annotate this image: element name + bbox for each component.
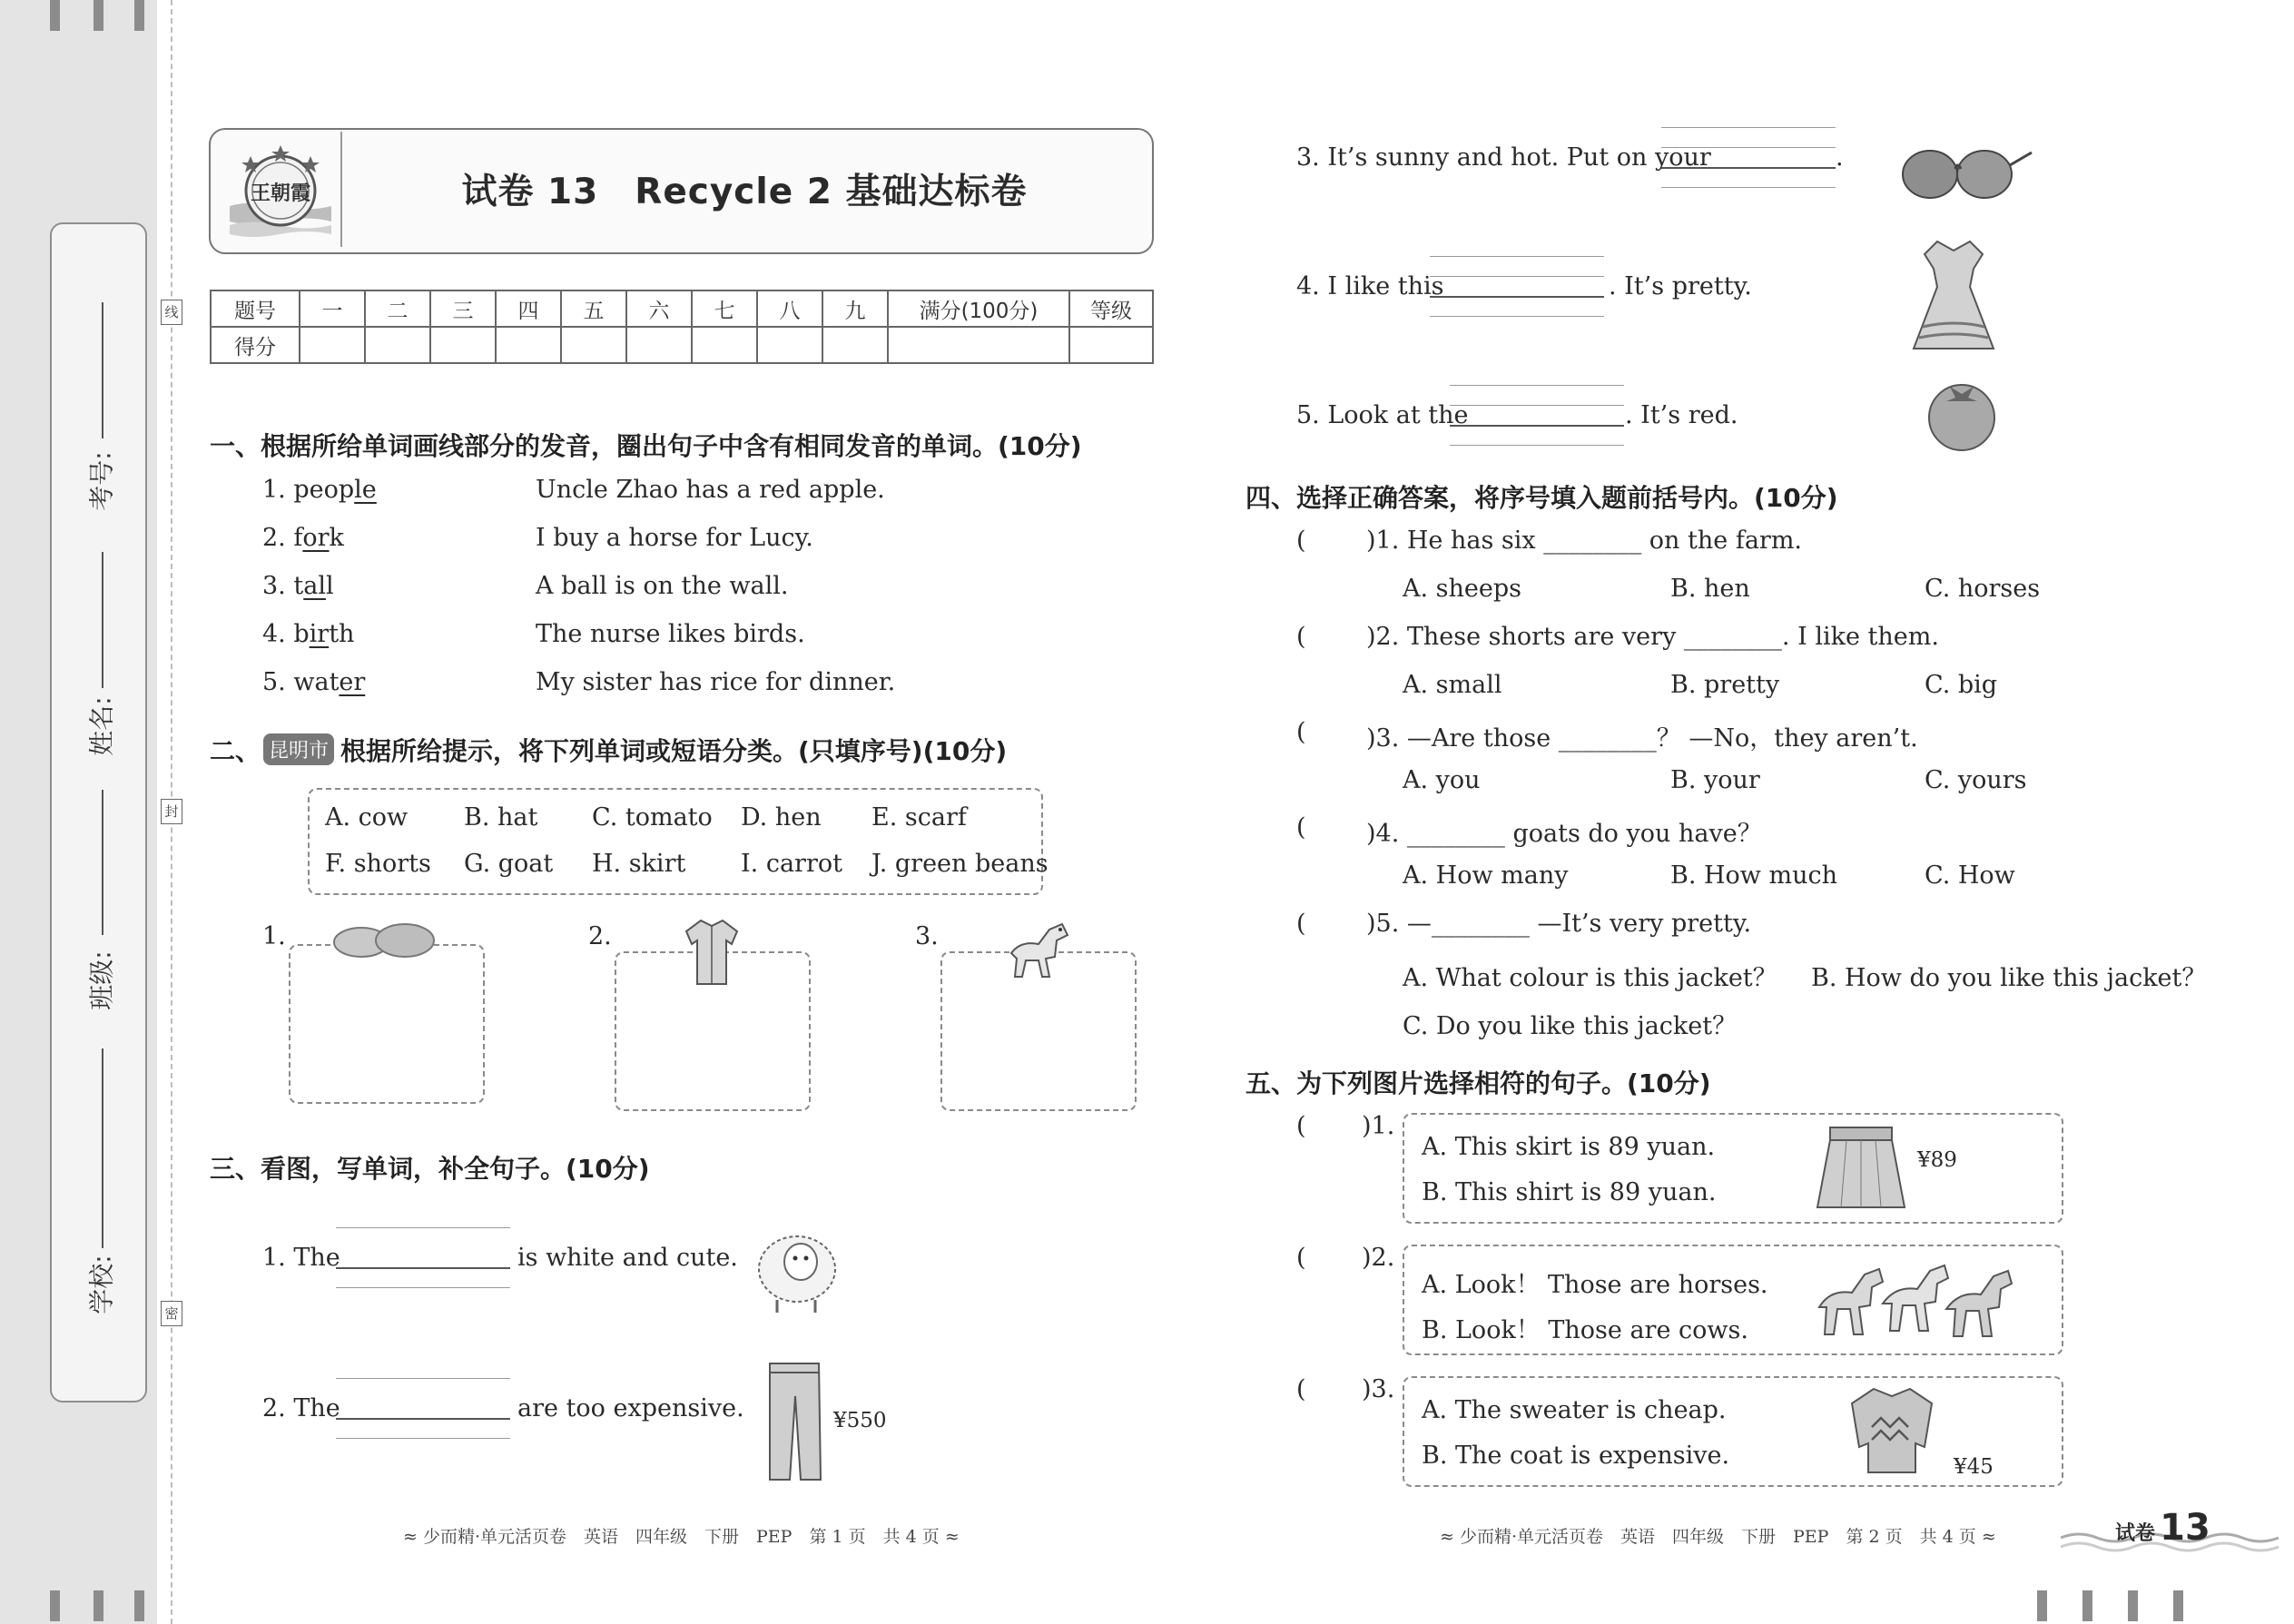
s3-3-before: 3. It’s sunny and hot. Put on your bbox=[1296, 143, 1711, 172]
handwriting-guide bbox=[1450, 405, 1624, 406]
handwriting-guide bbox=[1430, 276, 1604, 277]
score-cell: 得分 bbox=[211, 327, 300, 363]
section5-title: 五、为下列图片选择相符的句子。(10分) bbox=[1245, 1068, 1711, 1098]
s5-q3-num: )3. bbox=[1362, 1375, 1395, 1403]
score-cell: 一 bbox=[300, 290, 365, 327]
score-input[interactable] bbox=[430, 327, 496, 363]
s3-4-after: . It’s pretty. bbox=[1609, 272, 1752, 300]
s4-q4-option-a[interactable]: A. How many bbox=[1403, 861, 1569, 890]
s4-q2-option-c[interactable]: C. big bbox=[1925, 671, 1998, 699]
score-value-row bbox=[211, 327, 1153, 363]
horse-icon bbox=[1002, 917, 1073, 982]
tomato-icon bbox=[1923, 374, 2001, 452]
category-box-vegetables[interactable] bbox=[289, 944, 485, 1104]
binding-notch bbox=[2082, 1590, 2092, 1621]
word-option: B. hat bbox=[464, 803, 538, 832]
s5-q2-option-b[interactable]: B. Look！ Those are cows. bbox=[1422, 1316, 1748, 1344]
s3-1-after: is white and cute. bbox=[517, 1244, 738, 1272]
answer-paren[interactable]: ( bbox=[1296, 1244, 1306, 1272]
answer-blank[interactable] bbox=[336, 1418, 510, 1420]
category-label-3: 3. bbox=[915, 922, 939, 950]
score-cell: 等级 bbox=[1069, 290, 1153, 327]
s4-q5-option-a[interactable]: A. What colour is this jacket？ bbox=[1403, 964, 1777, 992]
s5-q2-option-a[interactable]: A. Look！ Those are horses. bbox=[1422, 1271, 1768, 1299]
word-option: J. green beans bbox=[871, 850, 1049, 878]
s1-word-5: 5. water bbox=[262, 668, 366, 696]
s4-q3-option-b[interactable]: B. your bbox=[1670, 766, 1760, 794]
s1-sentence-5[interactable]: My sister has rice for dinner. bbox=[536, 668, 896, 696]
s1-sentence-1[interactable]: Uncle Zhao has a red apple. bbox=[536, 476, 885, 504]
word-option: D. hen bbox=[741, 803, 822, 832]
answer-paren[interactable]: ( bbox=[1296, 718, 1306, 746]
score-cell: 满分(100分) bbox=[888, 290, 1069, 327]
s1-word-1: 1. people bbox=[262, 476, 377, 504]
footer-left: ≈ 少而精·单元活页卷 英语 四年级 下册 PEP 第 1 页 共 4 页 ≈ bbox=[403, 1527, 960, 1547]
s4-q4-option-c[interactable]: C. How bbox=[1925, 861, 2015, 890]
s4-q1-option-c[interactable]: C. horses bbox=[1925, 575, 2041, 603]
s4-q2-option-b[interactable]: B. pretty bbox=[1670, 671, 1780, 699]
horses-icon bbox=[1810, 1253, 2023, 1345]
score-input[interactable] bbox=[888, 327, 1069, 363]
trousers-icon bbox=[763, 1360, 826, 1485]
score-input[interactable] bbox=[561, 327, 626, 363]
s4-q2-stem: )2. These shorts are very ________. I like them. bbox=[1366, 623, 1939, 651]
score-cell: 三 bbox=[430, 290, 496, 327]
score-cell: 题号 bbox=[211, 290, 300, 327]
score-input[interactable] bbox=[300, 327, 365, 363]
answer-blank[interactable] bbox=[1661, 167, 1836, 169]
title-divider bbox=[340, 132, 342, 247]
page-number: 13 bbox=[2160, 1507, 2210, 1549]
word-option: C. tomato bbox=[592, 803, 713, 832]
handwriting-guide bbox=[1450, 445, 1624, 446]
score-cell: 二 bbox=[365, 290, 430, 327]
s1-word-4: 4. birth bbox=[262, 620, 355, 648]
s4-q5-option-c[interactable]: C. Do you like this jacket？ bbox=[1403, 1012, 1738, 1040]
answer-blank[interactable] bbox=[1430, 296, 1604, 298]
handwriting-guide bbox=[1430, 316, 1604, 317]
score-table bbox=[210, 290, 1154, 364]
score-input[interactable] bbox=[1069, 327, 1153, 363]
name-label: 姓名: bbox=[86, 696, 117, 756]
sheep-icon bbox=[750, 1216, 841, 1316]
answer-paren[interactable]: ( bbox=[1296, 910, 1306, 938]
s1-sentence-4[interactable]: The nurse likes birds. bbox=[536, 620, 805, 648]
category-label-1: 1. bbox=[262, 922, 286, 950]
publisher-logo bbox=[225, 138, 336, 242]
score-input[interactable] bbox=[692, 327, 757, 363]
binding-notch bbox=[2173, 1590, 2183, 1621]
s1-word-3: 3. tall bbox=[262, 572, 334, 600]
handwriting-guide bbox=[336, 1287, 510, 1288]
s3-5-after: . It’s red. bbox=[1625, 401, 1738, 429]
word-option: A. cow bbox=[325, 803, 409, 832]
s5-q1-option-b[interactable]: B. This shirt is 89 yuan. bbox=[1422, 1178, 1717, 1206]
score-cell: 四 bbox=[496, 290, 561, 327]
category-label-2: 2. bbox=[588, 922, 612, 950]
section2-title: 根据所给提示，将下列单词或短语分类。(只填序号)(10分) bbox=[340, 736, 1008, 766]
s3-2-before: 2. The bbox=[262, 1394, 340, 1422]
page-badge bbox=[2115, 1507, 2210, 1549]
answer-paren[interactable]: ( bbox=[1296, 527, 1306, 555]
s5-q1-option-a[interactable]: A. This skirt is 89 yuan. bbox=[1422, 1133, 1716, 1161]
s5-q3-option-a[interactable]: A. The sweater is cheap. bbox=[1422, 1396, 1727, 1424]
skirt-price: ¥89 bbox=[1917, 1148, 1957, 1172]
score-input[interactable] bbox=[626, 327, 692, 363]
class-line bbox=[102, 790, 103, 935]
s4-q5-stem: )5. —________ —It’s very pretty. bbox=[1366, 910, 1752, 938]
s4-q3-stem: )3. —Are those ________？ —No，they aren’t. bbox=[1366, 724, 1918, 753]
answer-paren[interactable]: ( bbox=[1296, 1112, 1306, 1140]
s3-1-before: 1. The bbox=[262, 1244, 340, 1272]
footer-right: ≈ 少而精·单元活页卷 英语 四年级 下册 PEP 第 2 页 共 4 页 ≈ bbox=[1440, 1527, 1996, 1547]
score-input[interactable] bbox=[496, 327, 561, 363]
region-badge: 昆明市 bbox=[263, 733, 334, 765]
handwriting-guide bbox=[336, 1438, 510, 1439]
s4-q1-option-a[interactable]: A. sheeps bbox=[1403, 575, 1522, 603]
word-option: H. skirt bbox=[592, 850, 686, 878]
trousers-price: ¥550 bbox=[833, 1409, 887, 1432]
school-label: 学校: bbox=[86, 1255, 117, 1314]
s1-sentence-3[interactable]: A ball is on the wall. bbox=[536, 572, 789, 600]
s4-q3-option-a[interactable]: A. you bbox=[1403, 766, 1481, 794]
s4-q4-stem: )4. ________ goats do you have？ bbox=[1366, 820, 1762, 848]
section1-title: 一、根据所给单词画线部分的发音，圈出句子中含有相同发音的单词。(10分) bbox=[210, 431, 1082, 461]
exam-title: 试卷 13 Recycle 2 基础达标卷 bbox=[461, 172, 1028, 212]
s1-sentence-2[interactable]: I buy a horse for Lucy. bbox=[536, 524, 813, 552]
page-label: 试卷 bbox=[2115, 1522, 2156, 1545]
handwriting-guide bbox=[336, 1378, 510, 1379]
s5-q1-num: )1. bbox=[1362, 1112, 1395, 1140]
word-option: I. carrot bbox=[741, 850, 842, 878]
handwriting-guide bbox=[1661, 127, 1836, 128]
s4-q1-option-b[interactable]: B. hen bbox=[1670, 575, 1750, 603]
handwriting-guide bbox=[1661, 187, 1836, 188]
word-option: F. shorts bbox=[325, 850, 431, 878]
section4-title: 四、选择正确答案，将序号填入题前括号内。(10分) bbox=[1245, 483, 1838, 513]
handwriting-guide bbox=[1430, 256, 1604, 257]
sweater-price: ¥45 bbox=[1954, 1455, 1994, 1479]
s4-q4-option-b[interactable]: B. How much bbox=[1670, 861, 1838, 890]
name-line bbox=[102, 552, 103, 688]
s3-4-before: 4. I like this bbox=[1296, 272, 1444, 300]
s4-q3-option-c[interactable]: C. yours bbox=[1925, 766, 2027, 794]
s5-q1-box bbox=[1403, 1113, 2063, 1224]
answer-paren[interactable]: ( bbox=[1296, 1375, 1306, 1403]
score-input[interactable] bbox=[822, 327, 888, 363]
logo-text: 王朝霞 bbox=[250, 182, 311, 205]
dress-icon bbox=[1910, 236, 1997, 354]
sunglasses-icon bbox=[1897, 134, 2033, 207]
answer-blank[interactable] bbox=[336, 1267, 510, 1269]
skirt-icon bbox=[1814, 1124, 1908, 1211]
s4-q5-option-b[interactable]: B. How do you like this jacket？ bbox=[1811, 964, 2207, 992]
exam-no-line bbox=[102, 302, 103, 438]
seal-mark-secret: 密 bbox=[161, 1301, 182, 1326]
sweater-icon bbox=[1846, 1383, 1937, 1478]
score-cell: 五 bbox=[561, 290, 626, 327]
word-option: E. scarf bbox=[871, 803, 967, 832]
s3-2-after: are too expensive. bbox=[517, 1394, 744, 1422]
score-input[interactable] bbox=[757, 327, 822, 363]
section3-title: 三、看图，写单词，补全句子。(10分) bbox=[210, 1154, 650, 1184]
handwriting-guide bbox=[336, 1227, 510, 1228]
s5-q3-option-b[interactable]: B. The coat is expensive. bbox=[1422, 1442, 1730, 1470]
answer-blank[interactable] bbox=[1450, 425, 1624, 427]
word-option: G. goat bbox=[464, 850, 554, 878]
s1-word-2: 2. fork bbox=[262, 524, 344, 552]
exam-no-label: 考号: bbox=[86, 451, 117, 511]
potato-icon bbox=[329, 919, 438, 962]
s5-q2-num: )2. bbox=[1362, 1244, 1395, 1272]
seal-mark-line: 线 bbox=[161, 300, 182, 325]
score-cell: 七 bbox=[692, 290, 757, 327]
binding-notch bbox=[2128, 1590, 2138, 1621]
shirt-icon bbox=[683, 917, 741, 989]
score-cell: 六 bbox=[626, 290, 692, 327]
student-info-frame bbox=[50, 222, 147, 1403]
school-line bbox=[102, 1048, 103, 1248]
answer-paren[interactable]: ( bbox=[1296, 813, 1306, 842]
seal-mark-seal: 封 bbox=[161, 799, 182, 824]
class-label: 班级: bbox=[86, 950, 117, 1010]
score-cell: 八 bbox=[757, 290, 822, 327]
s4-q2-option-a[interactable]: A. small bbox=[1403, 671, 1502, 699]
answer-paren[interactable]: ( bbox=[1296, 623, 1306, 651]
s3-3-after: . bbox=[1836, 143, 1844, 172]
s3-5-before: 5. Look at the bbox=[1296, 401, 1469, 429]
s4-q1-stem: )1. He has six ________ on the farm. bbox=[1366, 527, 1803, 555]
binding-notch bbox=[2037, 1590, 2047, 1621]
section2-prefix: 二、 bbox=[210, 736, 261, 766]
score-cell: 九 bbox=[822, 290, 888, 327]
handwriting-guide bbox=[1450, 385, 1624, 386]
score-input[interactable] bbox=[365, 327, 430, 363]
score-header-row bbox=[211, 290, 1153, 327]
